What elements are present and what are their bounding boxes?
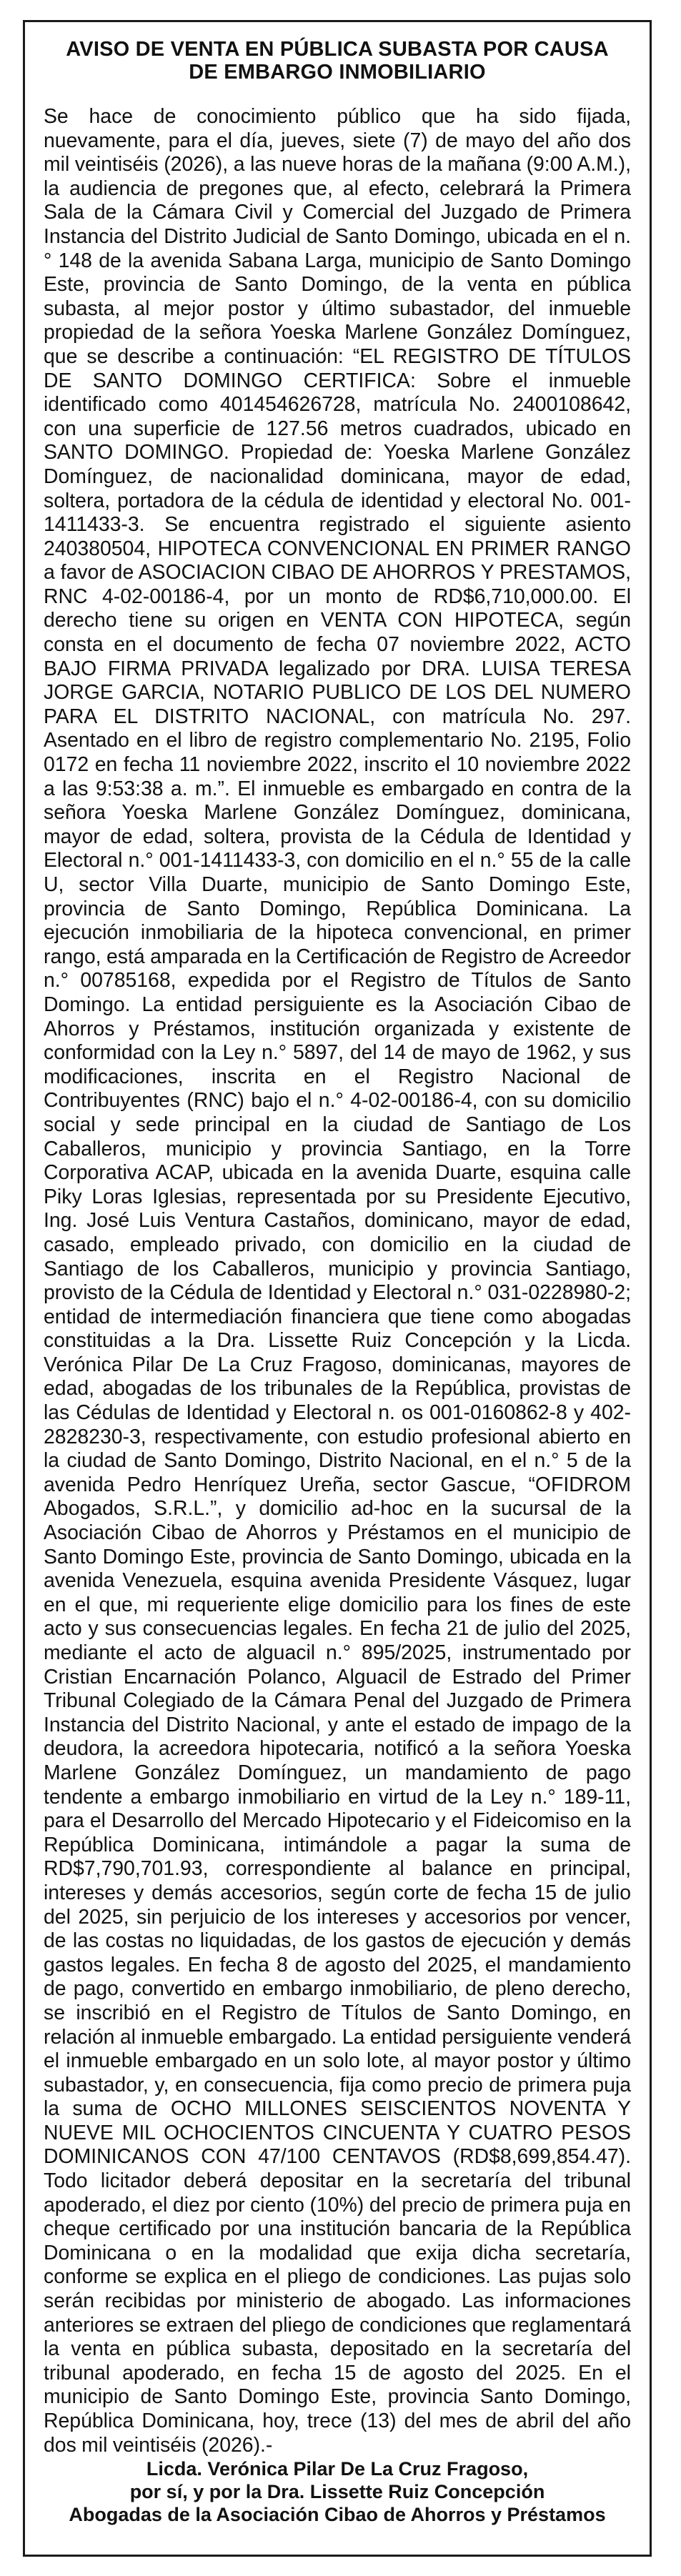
signature-block bbox=[25, 2457, 650, 2526]
legal-notice bbox=[23, 20, 652, 2557]
notice-title-line-2: DE EMBARGO INMOBILIARIO bbox=[189, 61, 486, 84]
signature-line-2: por sí, y por la Dra. Lissette Ruiz Concepción bbox=[129, 2481, 545, 2502]
signature-line-1: Licda. Verónica Pilar De La Cruz Fragoso, bbox=[146, 2458, 529, 2480]
notice-body: Se hace de conocimiento público que ha sido fijada, nuevamente, para el día, jueves, siete (7) de mayo del año dos mil veintiséis (2026), a las nueve horas de la mañana (9:00 A.M.), la audiencia de pregones que, al efecto, celebrará la Primera Sala de la Cámara Civil y Comercial del Juzgado de Primera Instancia del Distrito Judicial de Santo Domingo, ubicada en el n.° 148 de la avenida Sabana Larga, municipio de Santo Domingo Este, provincia de Santo Domingo, de la venta en pública subasta, al mejor postor y último subastador, del inmueble propiedad de la señora Yoeska Marlene González Domínguez, que se describe a continuación: “EL REGISTRO DE TÍTULOS DE SANTO DOMINGO CERTIFICA: Sobre el inmueble identificado como 401454626728, matrícula No. 2400108642, con una superficie de 127.56 metros cuadrados, ubicado en SANTO DOMINGO. Propiedad de: Yoeska Marlene González Domínguez, de nacionalidad dominicana, mayor de edad, soltera, portadora de la cédula de identidad y electoral No. 001-1411433-3. Se encuentra registrado el siguiente asiento 240380504, HIPOTECA CONVENCIONAL EN PRIMER RANGO a favor de ASOCIACION CIBAO DE AHORROS Y PRESTAMOS, RNC 4-02-00186-4, por un monto de RD$6,710,000.00. El derecho tiene su origen en VENTA CON HIPOTECA, según consta en el documento de fecha 07 noviembre 2022, ACTO BAJO FIRMA PRIVADA legalizado por DRA. LUISA TERESA JORGE GARCIA, NOTARIO PUBLICO DE LOS DEL NUMERO PARA EL DISTRITO NACIONAL, con matrícula No. 297. Asentado en el libro de registro complementario No. 2195, Folio 0172 en fecha 11 noviembre 2022, inscrito el 10 noviembre 2022 a las 9:53:38 a. m.”. El inmueble es embargado en contra de la señora Yoeska Marlene González Domínguez, dominicana, mayor de edad, soltera, provista de la Cédula de Identidad y Electoral n.° 001-1411433-3, con domicilio en el n.° 55 de la calle U, sector Villa Duarte, municipio de Santo Domingo Este, provincia de Santo Domingo, República Dominicana. La ejecución inmobiliaria de la hipoteca convencional, en primer rango, está amparada en la Certificación de Registro de Acreedor n.° 00785168, expedida por el Registro de Títulos de Santo Domingo. La entidad persiguiente es la Asociación Cibao de Ahorros y Préstamos, institución organizada y existente de conformidad con la Ley n.° 5897, del 14 de mayo de 1962, y sus modificaciones, inscrita en el Registro Nacional de Contribuyentes (RNC) bajo el n.° 4-02-00186-4, con su domicilio social y sede principal en la ciudad de Santiago de Los Caballeros, municipio y provincia Santiago, en la Torre Corporativa ACAP, ubicada en la avenida Duarte, esquina calle Piky Loras Iglesias, representada por su Presidente Ejecutivo, Ing. José Luis Ventura Castaños, dominicano, mayor de edad, casado, empleado privado, con domicilio en la ciudad de Santiago de los Caballeros, municipio y provincia Santiago, provisto de la Cédula de Identidad y Electoral n.° 031-0228980-2; entidad de intermediación financiera que tiene como abogadas constituidas a la Dra. Lissette Ruiz Concepción y la Licda. Verónica Pilar De La Cruz Fragoso, dominicanas, mayores de edad, abogadas de los tribunales de la República, provistas de las Cédulas de Identidad y Electoral n. os 001-0160862-8 y 402-2828230-3, respectivamente, con estudio profesional abierto en la ciudad de Santo Domingo, Distrito Nacional, en el n.° 5 de la avenida Pedro Henríquez Ureña, sector Gascue, “OFIDROM Abogados, S.R.L.”, y domicilio ad-hoc en la sucursal de la Asociación Cibao de Ahorros y Préstamos en el municipio de Santo Domingo Este, provincia de Santo Domingo, ubicada en la avenida Venezuela, esquina avenida Presidente Vásquez, lugar en el que, mi requeriente elige domicilio para los fines de este acto y sus consecuencias legales. En fecha 21 de julio del 2025, mediante el acto de alguacil n.° 895/2025, instrumentado por Cristian Encarnación Polanco, Alguacil de Estrado del Primer Tribunal Colegiado de la Cámara Penal del Juzgado de Primera Instancia del Distrito Nacional, y ante el estado de impago de la deudora, la acreedora hipotecaria, notificó a la señora Yoeska Marlene González Domínguez, un mandamiento de pago tendente a embargo inmobiliario en virtud de la Ley n.° 189-11, para el Desarrollo del Mercado Hipotecario y el Fideicomiso en la República Dominicana, intimándole a pagar la suma de RD$7,790,701.93, correspondiente al balance en principal, intereses y demás accesorios, según corte de fecha 15 de julio del 2025, sin perjuicio de los intereses y accesorios por vencer, de las costas no liquidadas, de los gastos de ejecución y demás gastos legales. En fecha 8 de agosto del 2025, el mandamiento de pago, convertido en embargo inmobiliario, de pleno derecho, se inscribió en el Registro de Títulos de Santo Domingo, en relación al inmueble embargado. La entidad persiguiente venderá el inmueble embargado en un solo lote, al mayor postor y último subastador, y, en consecuencia, fija como precio de primera puja la suma de OCHO MILLONES SEISCIENTOS NOVENTA Y NUEVE MIL OCHOCIENTOS CINCUENTA Y CUATRO PESOS DOMINICANOS CON 47/100 CENTAVOS (RD$8,699,854.47). Todo licitador deberá depositar en la secretaría del tribunal apoderado, el diez por ciento (10%) del precio de primera puja en cheque certificado por una institución bancaria de la República Dominicana o en la modalidad que exija dicha secretaría, conforme se explica en el pliego de condiciones. Las pujas solo serán recibidas por ministerio de abogado. Las informaciones anteriores se extraen del pliego de condiciones que reglamentará la venta en pública subasta, depositado en la secretaría del tribunal apoderado, en fecha 15 de agosto del 2025. En el municipio de Santo Domingo Este, provincia Santo Domingo, República Dominicana, hoy, trece (13) del mes de abril del año dos mil veintiséis (2026).- bbox=[44, 105, 631, 2457]
notice-title bbox=[44, 38, 631, 84]
signature-line-3: Abogadas de la Asociación Cibao de Ahorros y Préstamos bbox=[69, 2504, 606, 2525]
notice-title-line-1: AVISO DE VENTA EN PÚBLICA SUBASTA POR CAUSA bbox=[66, 38, 609, 61]
